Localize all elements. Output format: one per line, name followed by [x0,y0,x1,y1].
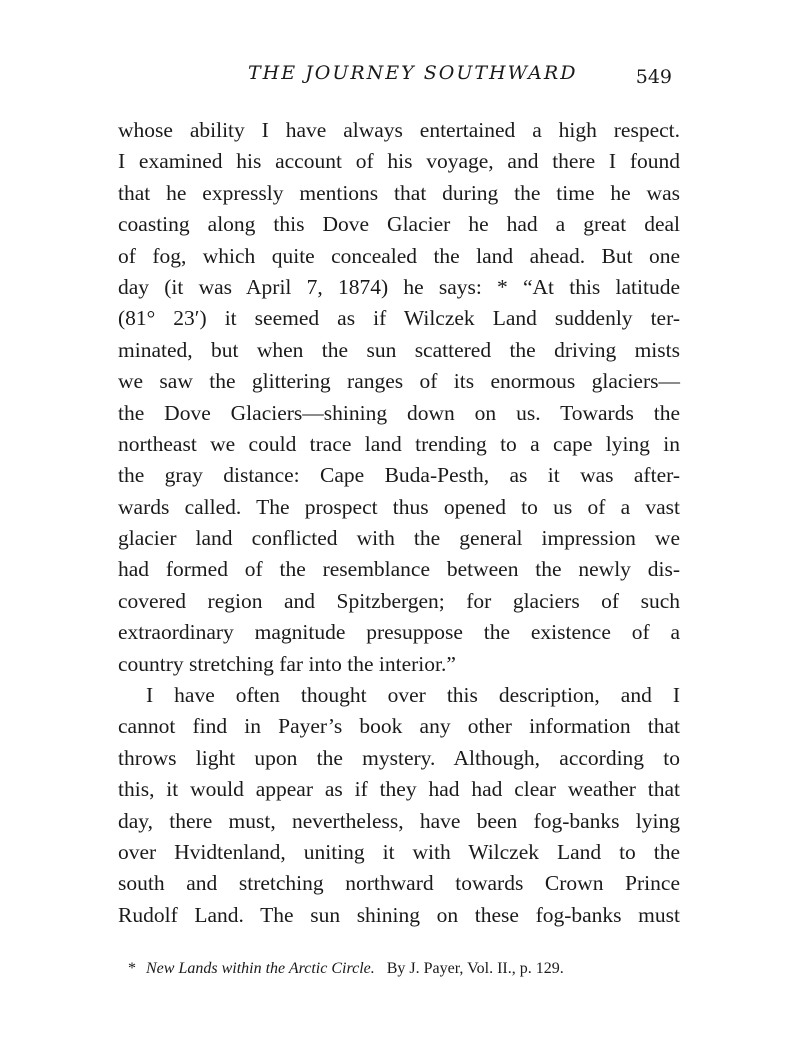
text-line: south and stretching northward towards Crown Prince [118,871,680,896]
text-line: coasting along this Dove Glacier he had a great deal [118,212,680,237]
footnote-marker: * [128,960,136,977]
footnote-citation: By J. Payer, Vol. II., p. 129. [386,960,564,977]
page-number: 549 [635,66,672,88]
text-line: I examined his account of his voyage, and there I found [118,149,680,174]
text-line: the gray distance: Cape Buda-Pesth, as it was after- [118,463,680,488]
text-line: Rudolf Land. The sun shining on these fog-banks must [118,902,680,927]
text-line: day (it was April 7, 1874) he says: * “At this latitude [118,274,680,299]
footnote [128,960,668,978]
body-text [118,115,680,931]
text-line: throws light upon the mystery. Although, according to [118,745,680,770]
text-line: covered region and Spitzbergen; for glaciers of such [118,588,680,613]
running-title: THE JOURNEY SOUTHWARD [248,62,578,84]
text-line: had formed of the resemblance between the newly dis- [118,557,680,582]
text-line: I have often thought over this description, and I [146,683,680,708]
text-line: extraordinary magnitude presuppose the existence of a [118,620,680,645]
text-line: this, it would appear as if they had had clear weather that [118,777,680,802]
text-line: country stretching far into the interior.” [118,651,456,676]
text-line: day, there must, nevertheless, have been fog-banks lying [118,808,680,833]
text-line: we saw the glittering ranges of its enormous glaciers— [118,369,680,394]
text-line: the Dove Glaciers—shining down on us. Towards the [118,400,680,425]
footnote-title: New Lands within the Arctic Circle. [146,960,375,977]
text-line: minated, but when the sun scattered the driving mists [118,337,680,362]
text-line: of fog, which quite concealed the land ahead. But one [118,243,680,268]
text-line: (81° 23′) it seemed as if Wilczek Land suddenly ter- [118,306,680,331]
text-line: over Hvidtenland, uniting it with Wilczek Land to the [118,839,680,864]
text-line: cannot find in Payer’s book any other information that [118,714,680,739]
text-line: wards called. The prospect thus opened to us of a vast [118,494,680,519]
text-line: glacier land conflicted with the general impression we [118,526,680,551]
text-line: northeast we could trace land trending to a cape lying in [118,431,680,456]
text-line: that he expressly mentions that during the time he was [118,180,680,205]
text-line: whose ability I have always entertained a high respect. [118,118,680,142]
running-head [118,62,678,92]
